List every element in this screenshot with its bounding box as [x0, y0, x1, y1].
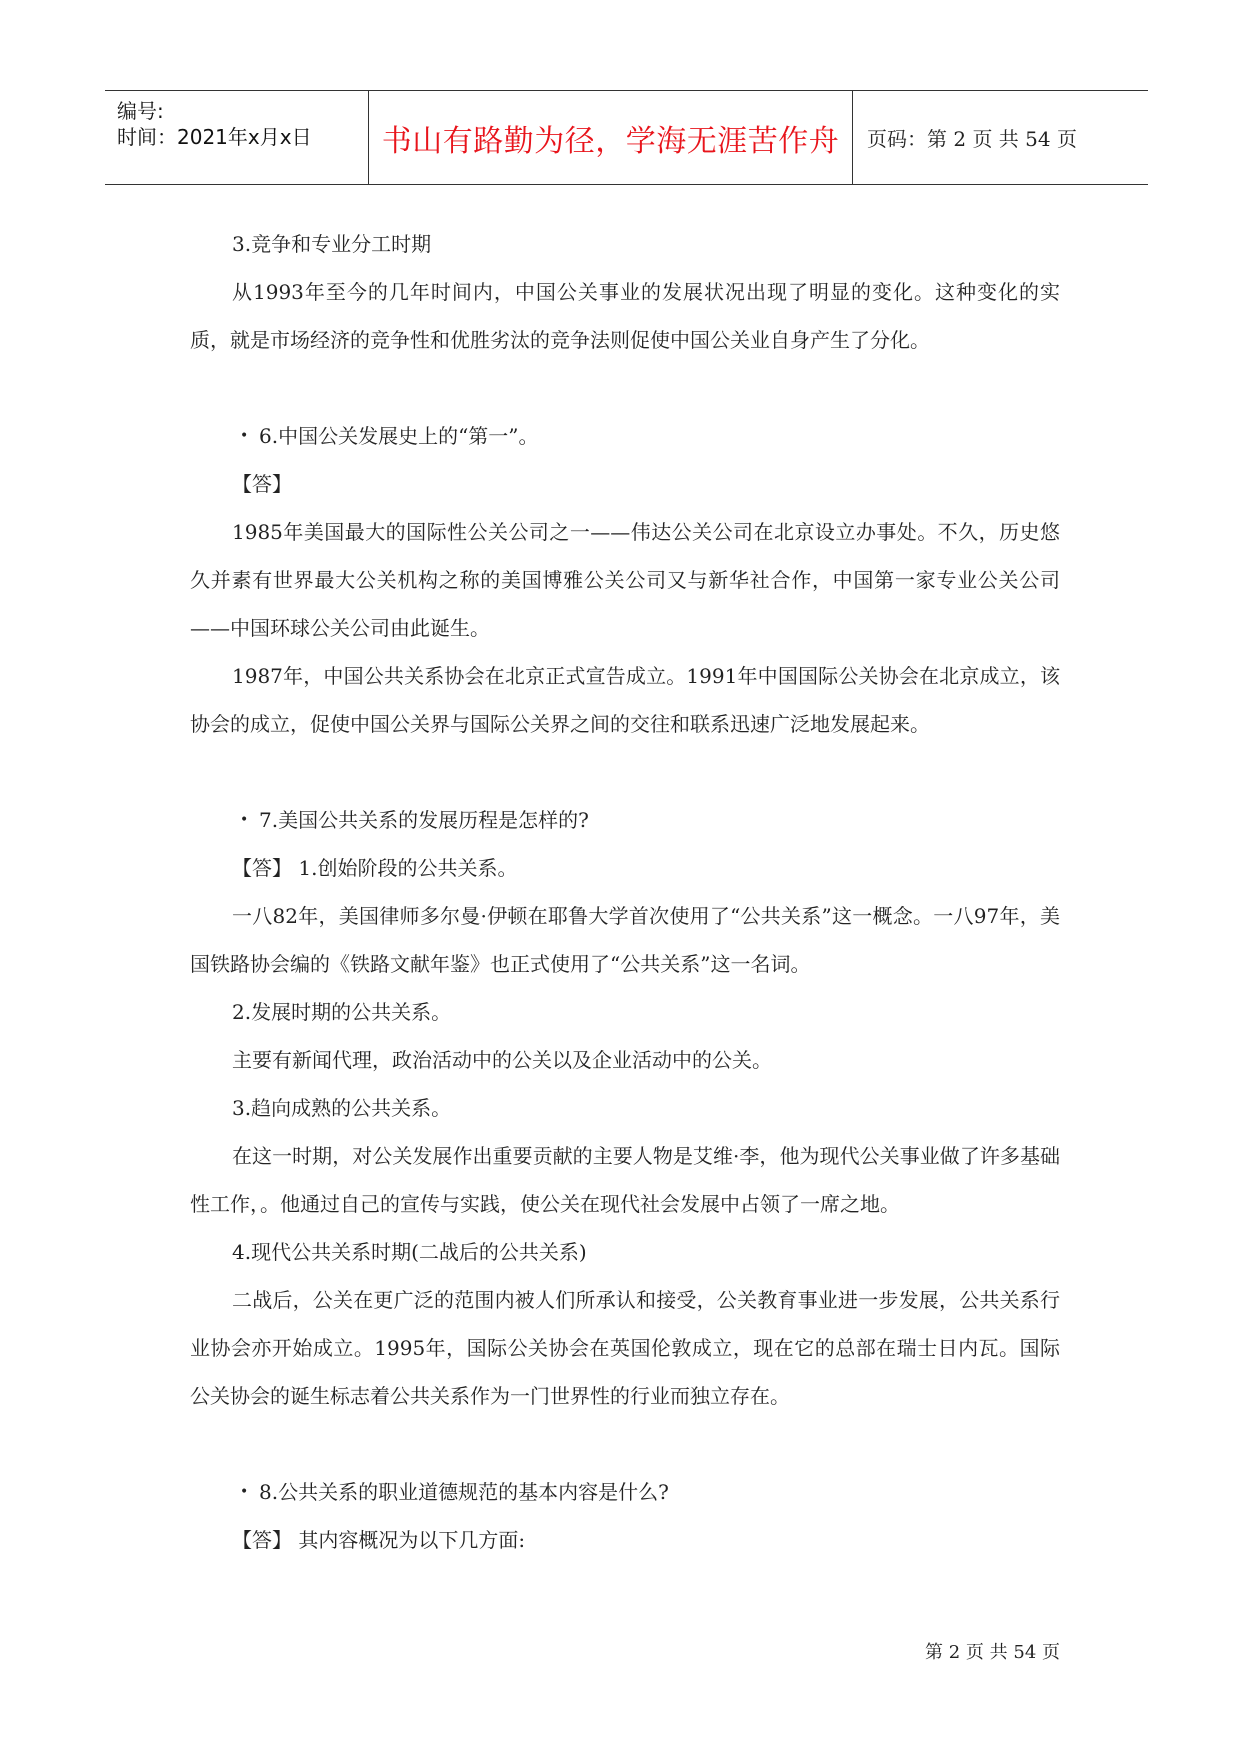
header-motto: 书山有路勤为径，学海无涯苦作舟 — [381, 123, 840, 159]
answer-label: 【答】 1.创始阶段的公共关系。 — [232, 856, 518, 880]
answer-label: 【答】 — [232, 472, 292, 496]
bullet-icon: • — [240, 428, 249, 444]
question-8 — [190, 1468, 1060, 1516]
paragraph: 1987年，中国公共关系协会在北京正式宣告成立。1991年中国国际公关协会在北京成立，该协会的成立，促使中国公关界与国际公关界之间的交往和联系迅速广泛地发展起来。 — [190, 664, 1060, 736]
time-label: 时间：2021年x月x日 — [117, 125, 312, 149]
paragraph: 二战后，公关在更广泛的范围内被人们所承认和接受，公关教育事业进一步发展，公共关系行业协会亦开始成立。1995年，国际公关协会在英国伦敦成立，现在它的总部在瑞士日内瓦。国际公关协会的诞生标志着公共关系作为一门世界性的行业而独立存在。 — [190, 1288, 1060, 1408]
document-body — [190, 220, 1060, 1564]
section-heading: 3.竞争和专业分工时期 — [232, 232, 432, 256]
header-motto-cell — [369, 91, 853, 184]
page-footer: 第 2 页 共 54 页 — [925, 1642, 1060, 1663]
paragraph: 在这一时期，对公关发展作出重要贡献的主要人物是艾维·李，他为现代公关事业做了许多基础性工作，。他通过自己的宣传与实践，使公关在现代社会发展中占领了一席之地。 — [190, 1144, 1060, 1216]
section-heading: 4.现代公共关系时期(二战后的公共关系) — [232, 1240, 587, 1264]
header-meta — [105, 91, 369, 184]
header-page-cell — [853, 91, 1148, 184]
bullet-icon: • — [240, 1484, 249, 1500]
header-page-info: 页码：第 2 页 共 54 页 — [867, 127, 1077, 151]
question-text: 7.美国公共关系的发展历程是怎样的? — [259, 808, 589, 832]
section-heading: 2.发展时期的公共关系。 — [232, 1000, 452, 1024]
bullet-icon: • — [240, 812, 249, 828]
question-text: 8.公共关系的职业道德规范的基本内容是什么? — [259, 1480, 669, 1504]
question-7 — [190, 796, 1060, 844]
paragraph: 主要有新闻代理，政治活动中的公关以及企业活动中的公关。 — [232, 1048, 772, 1072]
number-label: 编号: — [117, 99, 164, 123]
question-6 — [190, 412, 1060, 460]
paragraph: 1985年美国最大的国际性公关公司之一——伟达公关公司在北京设立办事处。不久，历史悠久并素有世界最大公关机构之称的美国博雅公关公司又与新华社合作，中国第一家专业公关公司——中国环球公关公司由此诞生。 — [190, 520, 1060, 640]
paragraph: 从1993年至今的几年时间内，中国公关事业的发展状况出现了明显的变化。这种变化的实质，就是市场经济的竞争性和优胜劣汰的竞争法则促使中国公关业自身产生了分化。 — [190, 280, 1060, 352]
question-text: 6.中国公关发展史上的“第一”。 — [259, 424, 539, 448]
page-header — [105, 90, 1148, 185]
section-heading: 3.趋向成熟的公共关系。 — [232, 1096, 452, 1120]
answer-label: 【答】 其内容概况为以下几方面: — [232, 1528, 526, 1552]
paragraph: 一八82年，美国律师多尔曼·伊顿在耶鲁大学首次使用了“公共关系”这一概念。一八97年，美国铁路协会编的《铁路文献年鉴》也正式使用了“公共关系”这一名词。 — [190, 904, 1060, 976]
